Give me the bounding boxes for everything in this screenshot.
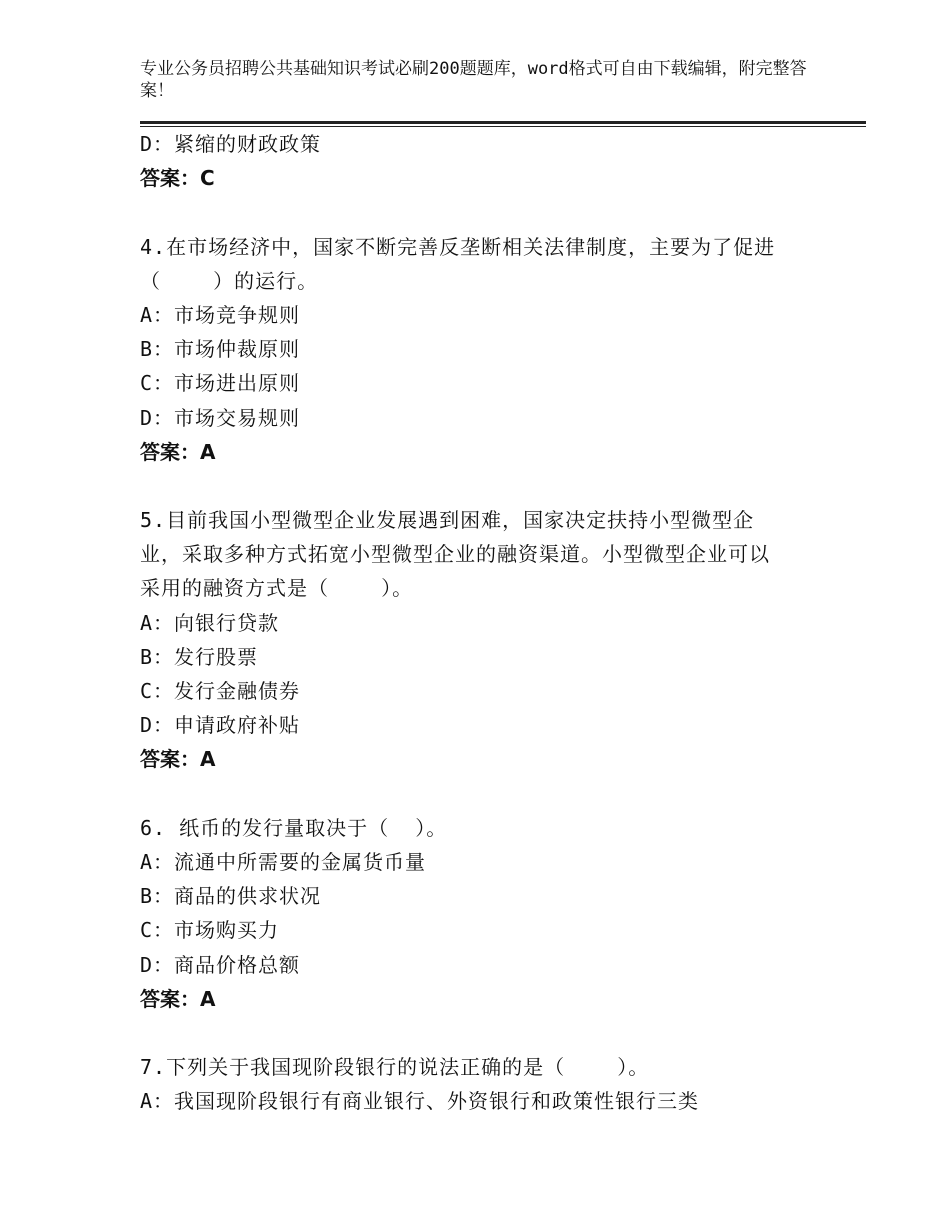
option-a: A：市场竞争规则 [140,302,301,327]
spacer [140,469,830,503]
option-d: D：市场交易规则 [140,405,301,430]
option-d: D：商品价格总额 [140,952,301,977]
option-c: C：发行金融债券 [140,679,301,703]
document-header: 专业公务员招聘公共基础知识考试必刷200题题库，word格式可自由下载编辑，附完整答案！ [140,59,807,101]
option-b: B：商品的供求状况 [140,884,322,909]
question-stem: 5.目前我国小型微型企业发展遇到困难，国家决定扶持小型微型企 [140,508,755,533]
question-stem: 业，采取多种方式拓宽小型微型企业的融资渠道。小型微型企业可以 [140,542,770,567]
question-7 [140,1050,830,1118]
question-4 [140,230,830,469]
spacer [140,1016,830,1050]
question-stem: （ ）的运行。 [140,268,319,293]
question-3-tail [140,127,830,195]
question-stem: 采用的融资方式是（ ）。 [140,576,414,601]
question-5 [140,503,830,777]
spacer [140,195,830,229]
answer-line: 答案：A [140,986,216,1011]
option-a: A：流通中所需要的金属货币量 [140,849,427,874]
spacer [140,777,830,811]
option-b: B：市场仲裁原则 [140,337,301,362]
option-c: C：市场进出原则 [140,371,301,396]
option-a: A：向银行贷款 [140,610,280,635]
question-6 [140,811,830,1016]
option-d: D：紧缩的财政政策 [140,132,322,156]
question-stem: 7.下列关于我国现阶段银行的说法正确的是（ ）。 [140,1055,650,1080]
question-stem: 6. 纸币的发行量取决于（ ）。 [140,815,448,840]
option-c: C：市场购买力 [140,918,280,943]
question-stem: 4.在市场经济中，国家不断完善反垄断相关法律制度，主要为了促进 [140,234,776,259]
document-body [140,127,830,1118]
answer-line: 答案：A [140,439,216,464]
option-a: A：我国现阶段银行有商业银行、外资银行和政策性银行三类 [140,1089,700,1114]
answer-line: 答案：C [140,166,215,191]
header-rule-thick [140,121,866,124]
option-b: B：发行股票 [140,644,259,669]
answer-line: 答案：A [140,747,216,772]
option-d: D：申请政府补贴 [140,713,301,738]
